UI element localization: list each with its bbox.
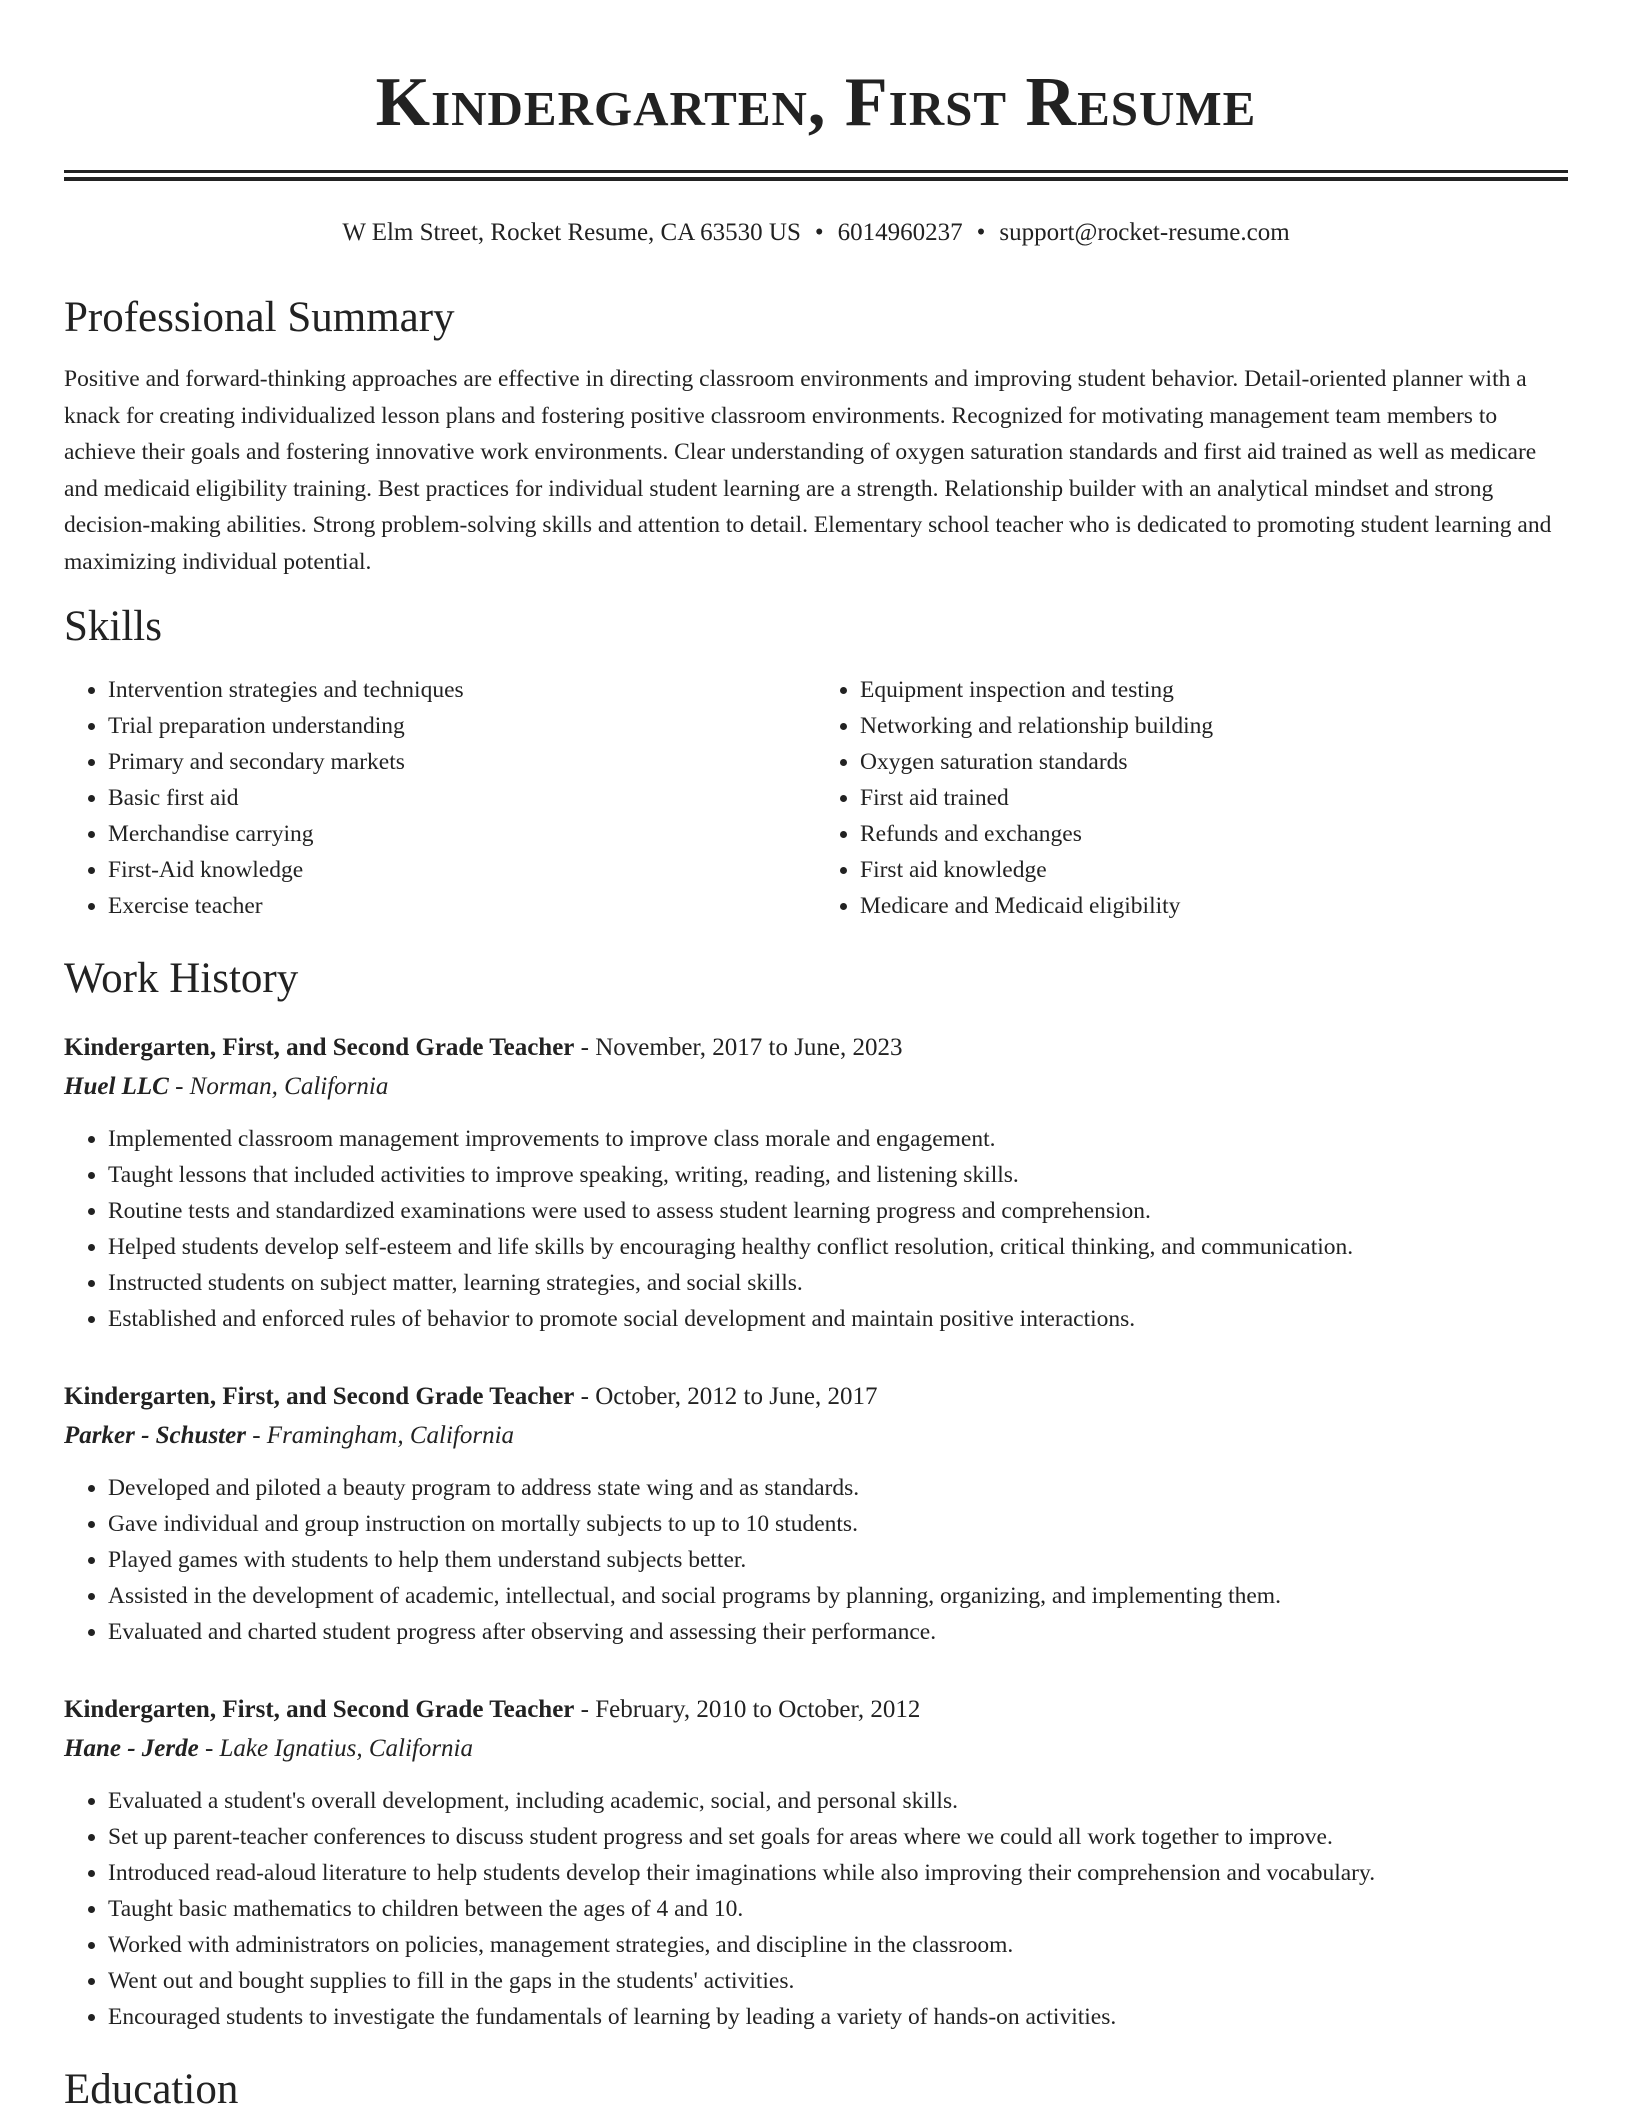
job-dates: - November, 2017 to June, 2023 — [574, 1034, 903, 1061]
list-item: • Encouraged students to investigate the fundamentals of learning by leading a variety of hands-on activities. — [108, 1999, 1568, 2035]
list-item: • First aid trained — [860, 780, 1568, 816]
section-heading-education: Education — [64, 2066, 239, 2113]
skills-list-left — [64, 672, 816, 924]
list-item: • Networking and relationship building — [860, 708, 1568, 744]
company-name: Huel LLC — [64, 1073, 169, 1100]
list-item: • Evaluated a student's overall development, including academic, social, and personal skills. — [108, 1783, 1568, 1819]
company-name: Hane - Jerde — [64, 1735, 199, 1762]
contact-email: support@rocket-resume.com — [999, 219, 1290, 246]
company-location: - Norman, California — [168, 1073, 389, 1100]
contact-separator: • — [976, 219, 986, 246]
job-company-line — [64, 1418, 1568, 1454]
job-bullets — [64, 1783, 1568, 2035]
job-bullets — [64, 1470, 1568, 1650]
list-item: • Taught basic mathematics to children between the ages of 4 and 10. — [108, 1891, 1568, 1927]
list-item: • Went out and bought supplies to fill in the gaps in the students' activities. — [108, 1963, 1568, 1999]
job-dates: - October, 2012 to June, 2017 — [574, 1383, 878, 1410]
job-title-line — [64, 1379, 1568, 1415]
resume-title: Kindergarten, First Resume — [375, 64, 1257, 141]
job-title: Kindergarten, First, and Second Grade Teacher — [64, 1383, 575, 1410]
list-item: • Gave individual and group instruction on mortally subjects to up to 10 students. — [108, 1506, 1568, 1542]
list-item: • Assisted in the development of academic, intellectual, and social programs by planning, organizing, and implementing them. — [108, 1578, 1568, 1614]
company-location: - Framingham, California — [245, 1422, 515, 1449]
list-item: • Developed and piloted a beauty program to address state wing and as standards. — [108, 1470, 1568, 1506]
list-item: • Played games with students to help them understand subjects better. — [108, 1542, 1568, 1578]
list-item: • Helped students develop self-esteem and life skills by encouraging healthy conflict resolution, critical thinking, and communication. — [108, 1229, 1568, 1265]
list-item: • Instructed students on subject matter, learning strategies, and social skills. — [108, 1265, 1568, 1301]
title-divider-top — [64, 170, 1568, 173]
job-entry — [64, 1030, 1568, 1337]
list-item: • Equipment inspection and testing — [860, 672, 1568, 708]
contact-phone: 6014960237 — [837, 219, 963, 246]
list-item: • First-Aid knowledge — [108, 852, 816, 888]
skills-list-right — [816, 672, 1568, 924]
job-entry — [64, 1692, 1568, 2035]
list-item: • Implemented classroom management improvements to improve class morale and engagement. — [108, 1121, 1568, 1157]
list-item: • Refunds and exchanges — [860, 816, 1568, 852]
work-history-list — [64, 1030, 1568, 2035]
list-item: • Routine tests and standardized examinations were used to assess student learning progress and comprehension. — [108, 1193, 1568, 1229]
company-name: Parker - Schuster — [64, 1422, 246, 1449]
job-entry — [64, 1379, 1568, 1650]
summary-text: Positive and forward-thinking approaches are effective in directing classroom environments and improving student behavior. Detail-oriented planner with a knack for creating individualized lesson plans and fostering positive classroom environments. Recognized for motivating management team members to achieve their goals and fostering innovative work environments. Clear understanding of oxygen saturation standards and first aid trained as well as medicare and medicaid eligibility training. Best practices for individual student learning are a strength. Relationship builder with an analytical mindset and strong decision-making abilities. Strong problem-solving skills and attention to detail. Elementary school teacher who is dedicated to promoting student learning and maximizing individual potential. — [64, 366, 1552, 575]
list-item: • Introduced read-aloud literature to help students develop their imaginations while also improving their comprehension and vocabulary. — [108, 1855, 1568, 1891]
company-location: - Lake Ignatius, California — [198, 1735, 474, 1762]
list-item: • Primary and secondary markets — [108, 744, 816, 780]
list-item: • Merchandise carrying — [108, 816, 816, 852]
contact-separator: • — [814, 219, 824, 246]
list-item: • Taught lessons that included activities to improve speaking, writing, reading, and listening skills. — [108, 1157, 1568, 1193]
list-item: • Intervention strategies and techniques — [108, 672, 816, 708]
section-heading-summary: Professional Summary — [64, 294, 455, 341]
section-heading-skills: Skills — [64, 603, 162, 650]
list-item: • Exercise teacher — [108, 888, 816, 924]
contact-address: W Elm Street, Rocket Resume, CA 63530 US — [342, 219, 801, 246]
skills-columns — [64, 672, 1568, 924]
job-title-line — [64, 1692, 1568, 1728]
job-dates: - February, 2010 to October, 2012 — [574, 1696, 921, 1723]
job-company-line — [64, 1069, 1568, 1105]
list-item: • First aid knowledge — [860, 852, 1568, 888]
contact-line — [64, 217, 1568, 249]
title-divider-bottom — [64, 177, 1568, 181]
job-company-line — [64, 1731, 1568, 1767]
list-item: • Trial preparation understanding — [108, 708, 816, 744]
list-item: • Basic first aid — [108, 780, 816, 816]
job-title: Kindergarten, First, and Second Grade Teacher — [64, 1696, 575, 1723]
list-item: • Evaluated and charted student progress after observing and assessing their performance. — [108, 1614, 1568, 1650]
list-item: • Worked with administrators on policies, management strategies, and discipline in the classroom. — [108, 1927, 1568, 1963]
job-title-line — [64, 1030, 1568, 1066]
list-item: • Established and enforced rules of behavior to promote social development and maintain positive interactions. — [108, 1301, 1568, 1337]
list-item: • Medicare and Medicaid eligibility — [860, 888, 1568, 924]
list-item: • Oxygen saturation standards — [860, 744, 1568, 780]
section-heading-work-history: Work History — [64, 955, 299, 1002]
list-item: • Set up parent-teacher conferences to discuss student progress and set goals for areas where we could all work together to improve. — [108, 1819, 1568, 1855]
job-title: Kindergarten, First, and Second Grade Teacher — [64, 1034, 575, 1061]
job-bullets — [64, 1121, 1568, 1337]
